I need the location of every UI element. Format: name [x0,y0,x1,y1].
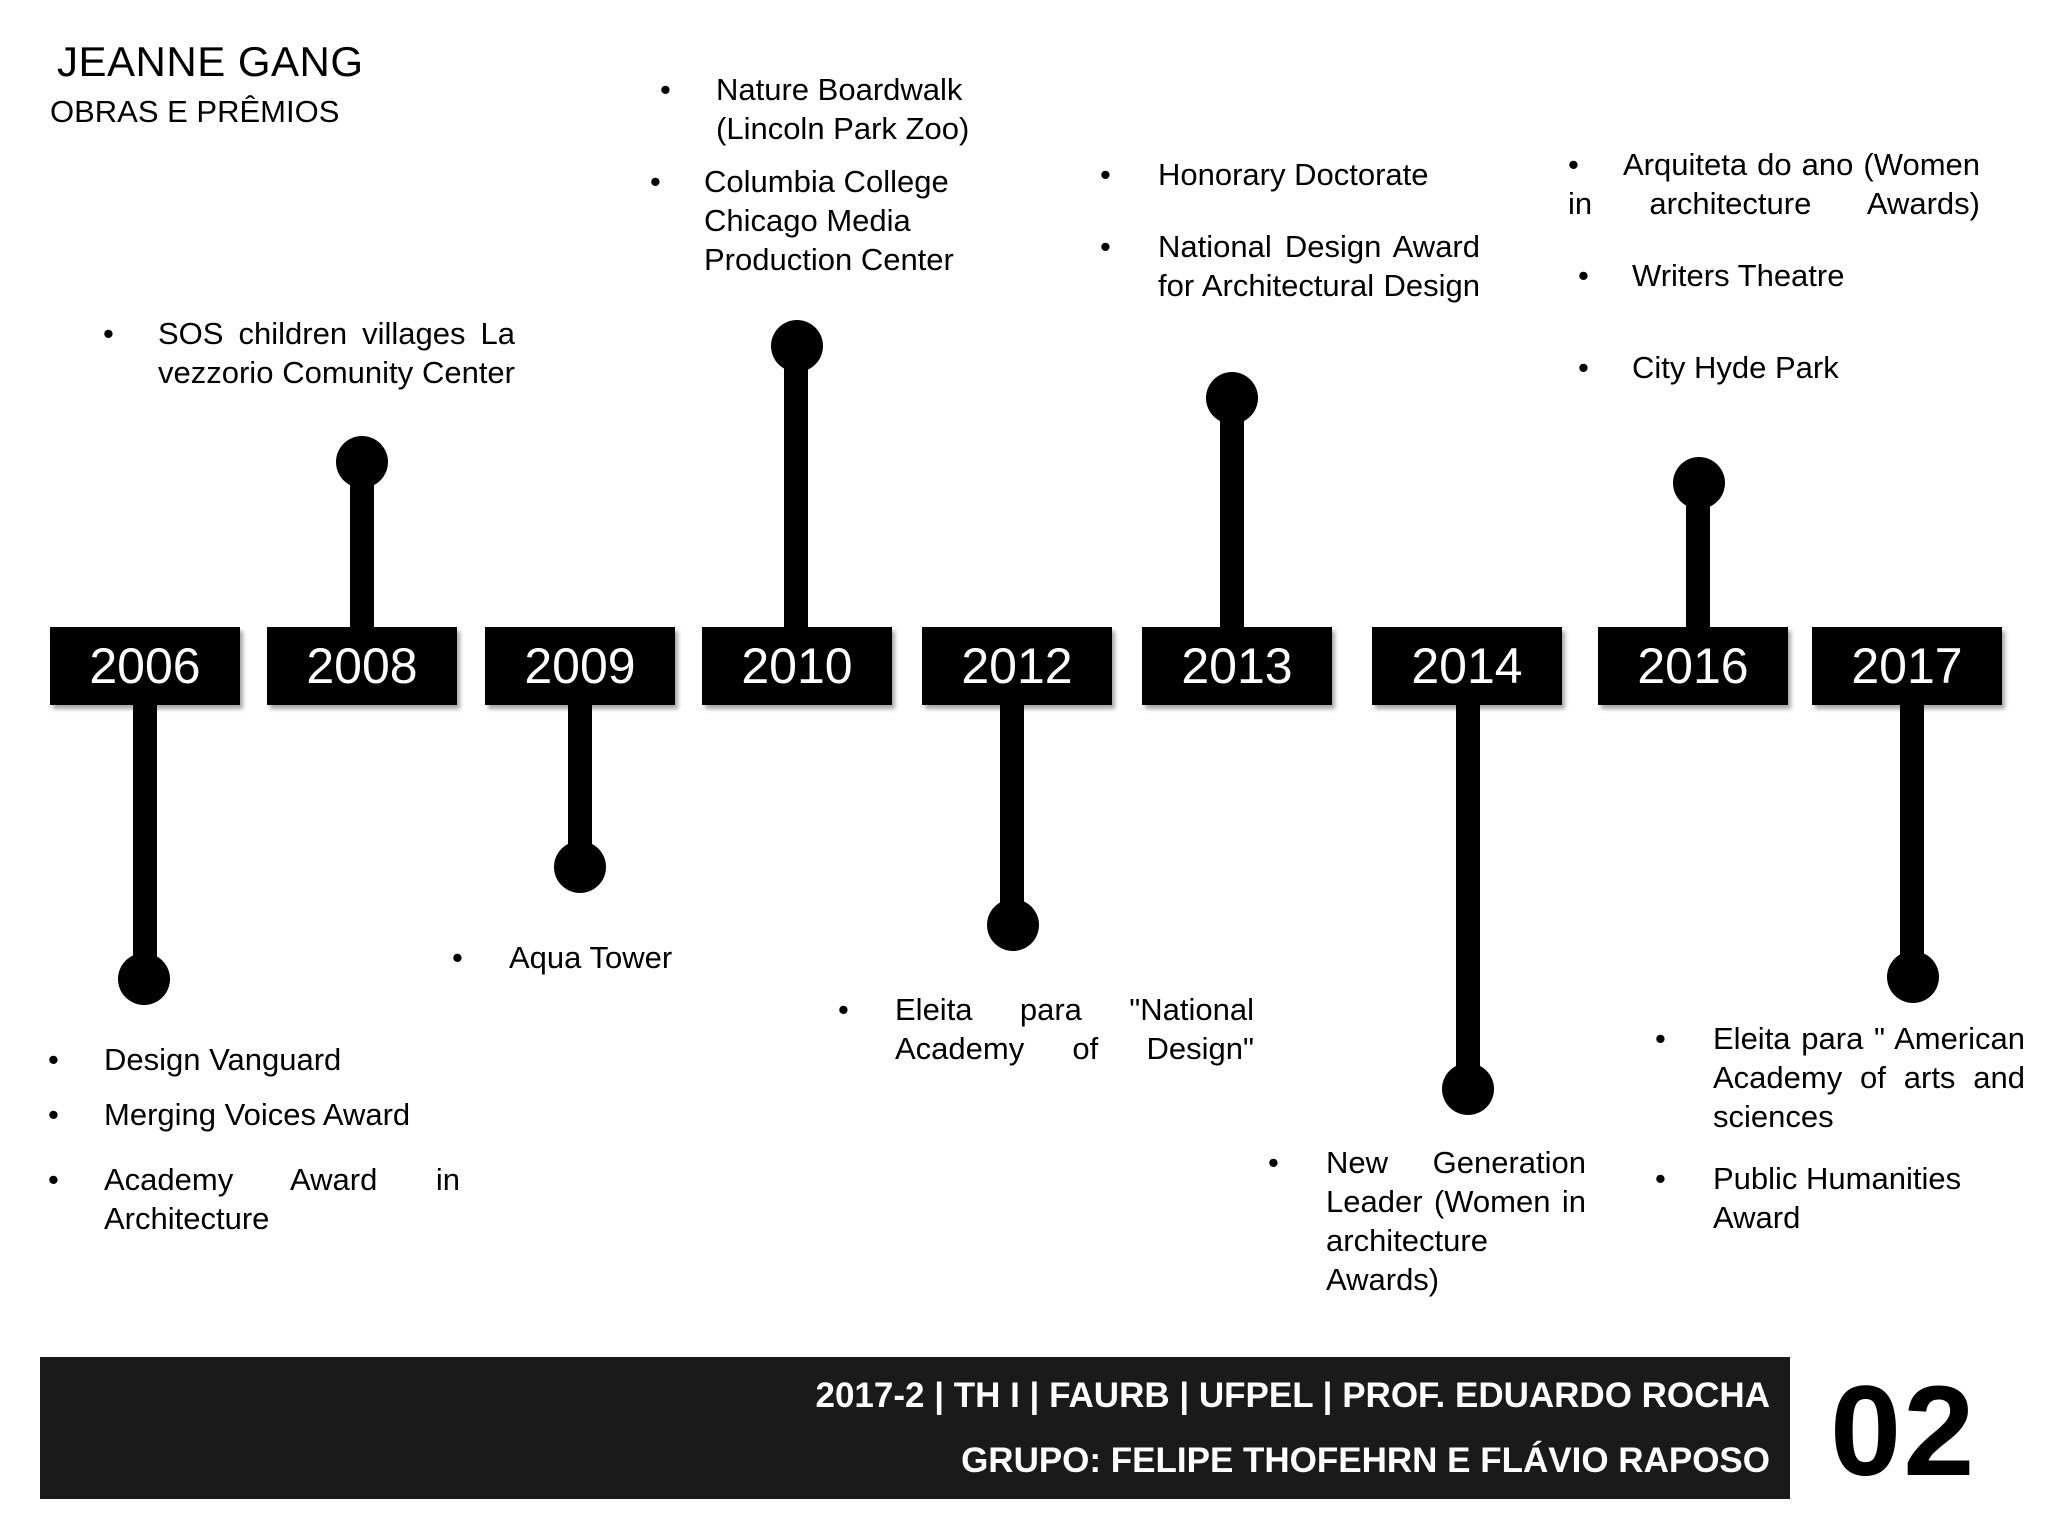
list-item [1655,1019,2025,1136]
year-box-2012: 2012 [922,627,1112,705]
bullet: • [1100,157,1111,192]
marker-2009 [554,841,606,893]
bullet: • [838,992,849,1027]
entry-text: Public Humanities Award [1713,1161,1962,1235]
bullet: • [1268,1145,1279,1180]
entries-2006 [48,1040,460,1238]
footer-group-info: GRUPO: FELIPE THOFEHRN E FLÁVIO RAPOSO [961,1441,1770,1480]
list-item [660,70,980,148]
connector-2012 [1000,700,1024,926]
entry-text: Writers Theatre [1632,258,1845,293]
entries-2016 [1568,145,1980,387]
entry-text: Design Vanguard [104,1042,342,1077]
list-item [1655,1159,2025,1237]
list-item [1568,145,1980,223]
year-box-2008: 2008 [267,627,457,705]
entry-text: City Hyde Park [1632,350,1839,385]
bullet: • [452,940,463,975]
entries-2009 [452,938,752,977]
entry-text: New Generation Leader (Women in architecture Awards) [1326,1145,1586,1297]
list-item [103,314,515,392]
year-box-2009: 2009 [485,627,675,705]
bullet: • [1655,1021,1666,1056]
list-item [1100,155,1480,194]
marker-2012 [987,899,1039,951]
page-subtitle: OBRAS E PRÊMIOS [50,94,340,129]
list-item [1568,256,1980,295]
bullet: • [1578,258,1589,293]
list-item [1568,348,1980,387]
bullet: • [48,1042,59,1077]
page-number: 02 [1830,1360,1977,1503]
year-box-2017: 2017 [1812,627,2002,705]
page-title: JEANNE GANG [57,38,364,85]
list-item [1100,227,1480,305]
entry-text: Eleita para " American Academy of arts and sciences [1713,1021,2025,1134]
list-item [650,162,980,279]
entry-text: Arquiteta do ano (Women in architecture Awards) [1568,147,1980,221]
entry-text: Eleita para "National Academy of Design" [895,992,1254,1066]
entry-text: Merging Voices Award [104,1097,411,1132]
footer-course-info: 2017-2 | TH I | FAURB | UFPEL | PROF. EDUARDO ROCHA [815,1376,1770,1415]
entries-2008 [103,314,515,392]
list-item [48,1095,460,1134]
bullet: • [48,1162,59,1197]
list-item [452,938,752,977]
year-box-2006: 2006 [50,627,240,705]
entry-text: Columbia College Chicago Media Production Center [704,164,954,277]
entry-text: Aqua Tower [509,940,673,975]
connector-2013 [1220,398,1244,630]
year-box-2013: 2013 [1142,627,1332,705]
bullet: • [1655,1161,1666,1196]
marker-2014 [1442,1063,1494,1115]
bullet: • [48,1097,59,1132]
entry-text: Nature Boardwalk (Lincoln Park Zoo) [716,72,970,146]
entry-text: Honorary Doctorate [1158,157,1429,192]
marker-2016 [1673,457,1725,509]
bullet: • [1100,229,1111,264]
connector-2006 [133,700,157,980]
entry-text: Academy Award in Architecture [104,1162,460,1236]
list-item [1268,1143,1586,1299]
year-box-2016: 2016 [1598,627,1788,705]
bullet: • [1568,147,1579,182]
list-item [838,990,1254,1068]
entries-2014 [1268,1143,1586,1299]
marker-2017 [1887,951,1939,1003]
bullet: • [1578,350,1589,385]
connector-2017 [1900,700,1924,978]
entries-2017 [1655,1019,2025,1237]
entries-2013 [1100,155,1480,305]
marker-2013 [1206,372,1258,424]
entry-text: National Design Award for Architectural Design [1158,229,1480,303]
bullet: • [650,164,661,199]
footer-bar [40,1357,1790,1499]
entries-2010 [650,70,980,279]
bullet: • [660,72,671,107]
marker-2008 [336,436,388,488]
list-item [48,1040,460,1079]
entry-text: SOS children villages La vezzorio Comunity Center [158,316,515,390]
marker-2006 [118,953,170,1005]
entries-2012 [838,990,1254,1068]
connector-2010 [784,346,808,630]
year-box-2014: 2014 [1372,627,1562,705]
bullet: • [103,316,114,351]
year-box-2010: 2010 [702,627,892,705]
connector-2014 [1456,700,1480,1090]
marker-2010 [771,320,823,372]
list-item [48,1160,460,1238]
